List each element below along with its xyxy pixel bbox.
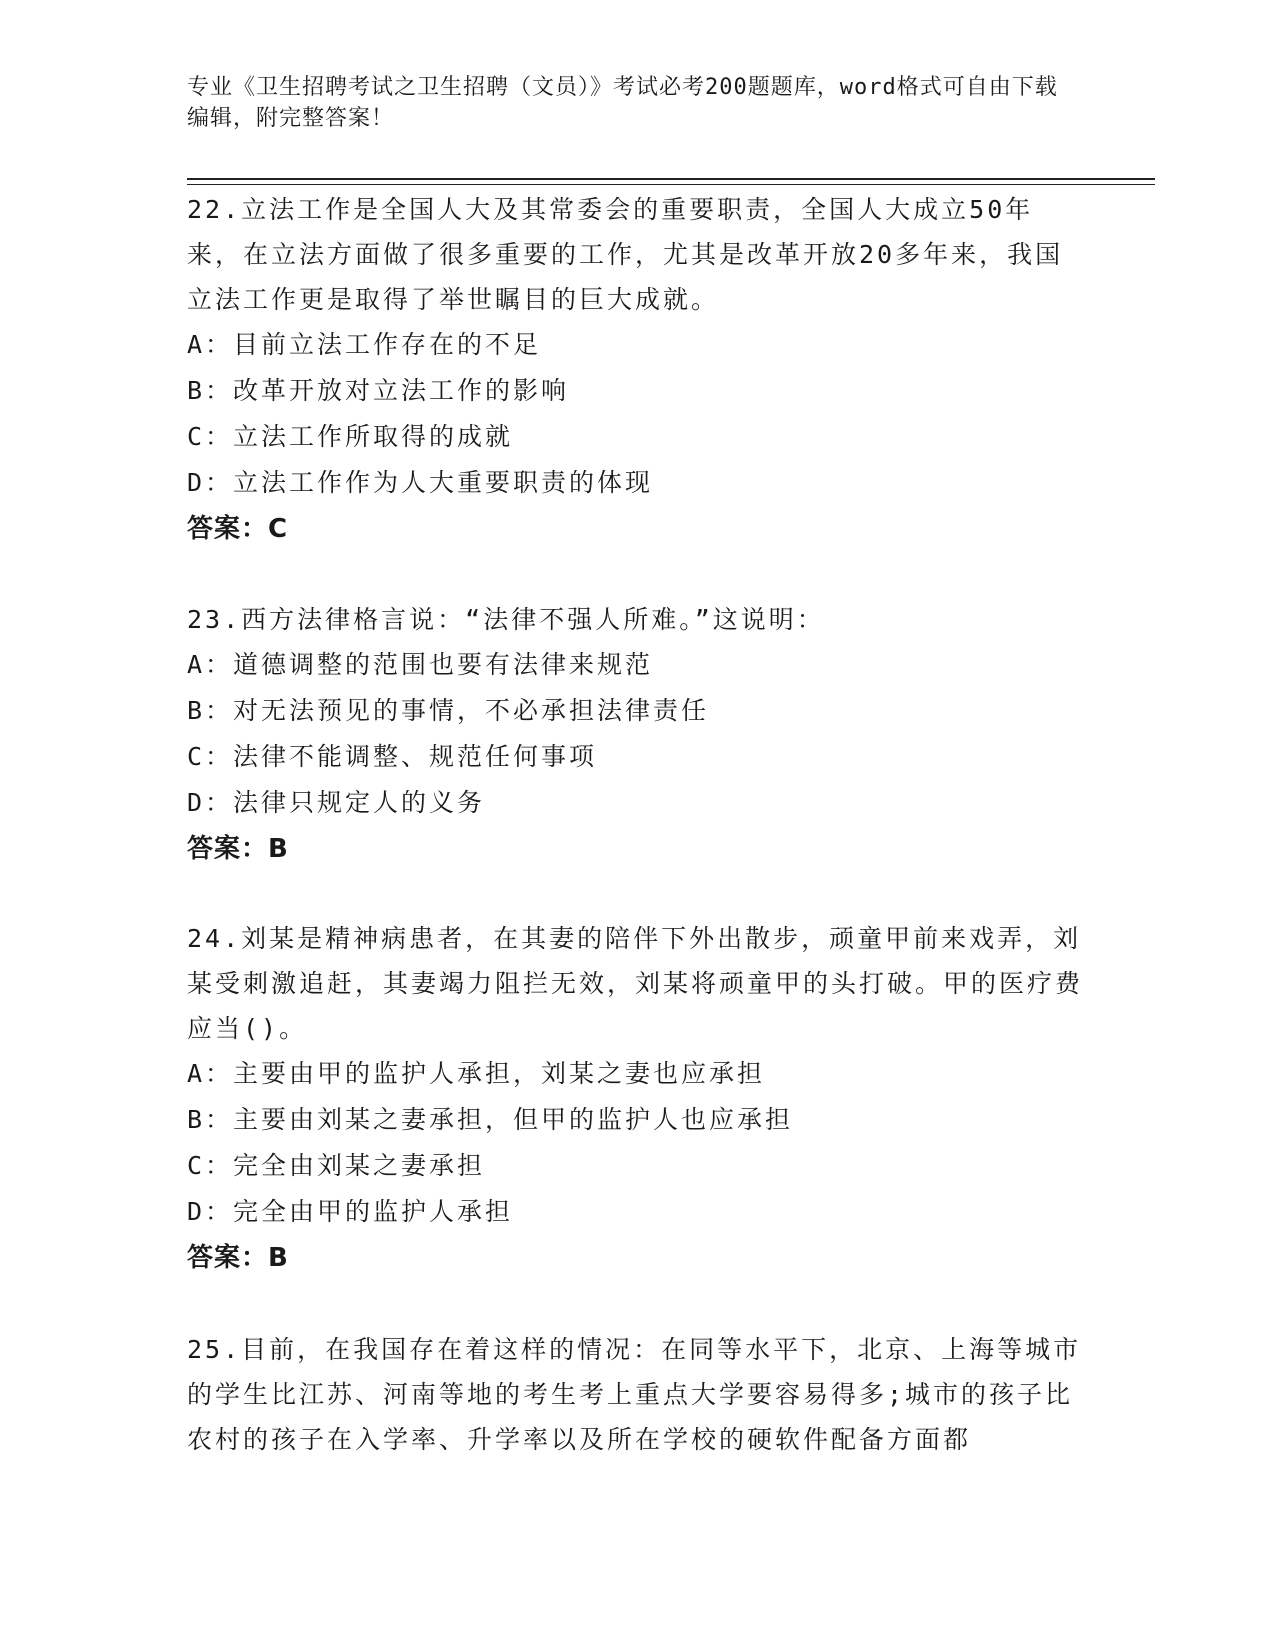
option-c: C：立法工作所取得的成就 xyxy=(187,422,514,451)
document-header: 专业《卫生招聘考试之卫生招聘（文员）》考试必考200题题库，word格式可自由下载编辑，附完整答案！ xyxy=(187,75,1058,131)
question-text: 22.立法工作是全国人大及其常委会的重要职责，全国人大成立50年来，在立法方面做了很多重要的工作，尤其是改革开放20多年来，我国立法工作更是取得了举世瞩目的巨大成就。 xyxy=(187,195,1064,314)
question-24 xyxy=(187,916,1087,1281)
option-d: D：法律只规定人的义务 xyxy=(187,788,486,817)
option-b: B：主要由刘某之妻承担，但甲的监护人也应承担 xyxy=(187,1105,794,1134)
option-c: C：法律不能调整、规范任何事项 xyxy=(187,742,598,771)
answer-label: 答案：B xyxy=(187,1243,289,1273)
question-text: 23.西方法律格言说：“法律不强人所难。”这说明： xyxy=(187,605,825,634)
answer-label: 答案：B xyxy=(187,834,289,864)
question-text: 25.目前，在我国存在着这样的情况：在同等水平下，北京、上海等城市的学生比江苏、河南等地的考生考上重点大学要容易得多;城市的孩子比农村的孩子在入学率、升学率以及所在学校的硬软件配备方面都 xyxy=(187,1335,1082,1454)
option-a: A：主要由甲的监护人承担，刘某之妻也应承担 xyxy=(187,1059,766,1088)
question-22 xyxy=(187,187,1087,552)
option-c: C：完全由刘某之妻承担 xyxy=(187,1151,486,1180)
option-d: D：立法工作作为人大重要职责的体现 xyxy=(187,468,654,497)
option-b: B：改革开放对立法工作的影响 xyxy=(187,376,570,405)
answer-label: 答案：C xyxy=(187,514,289,544)
option-a: A：道德调整的范围也要有法律来规范 xyxy=(187,650,654,679)
question-23 xyxy=(187,597,1087,872)
option-a: A：目前立法工作存在的不足 xyxy=(187,330,542,359)
question-25 xyxy=(187,1327,1087,1462)
option-d: D：完全由甲的监护人承担 xyxy=(187,1197,514,1226)
header-divider-thin xyxy=(187,184,1155,185)
option-b: B：对无法预见的事情，不必承担法律责任 xyxy=(187,696,710,725)
question-text: 24.刘某是精神病患者，在其妻的陪伴下外出散步，顽童甲前来戏弄，刘某受刺激追赶，其妻竭力阻拦无效，刘某将顽童甲的头打破。甲的医疗费应当()。 xyxy=(187,924,1084,1043)
header-divider-thick xyxy=(187,178,1155,180)
